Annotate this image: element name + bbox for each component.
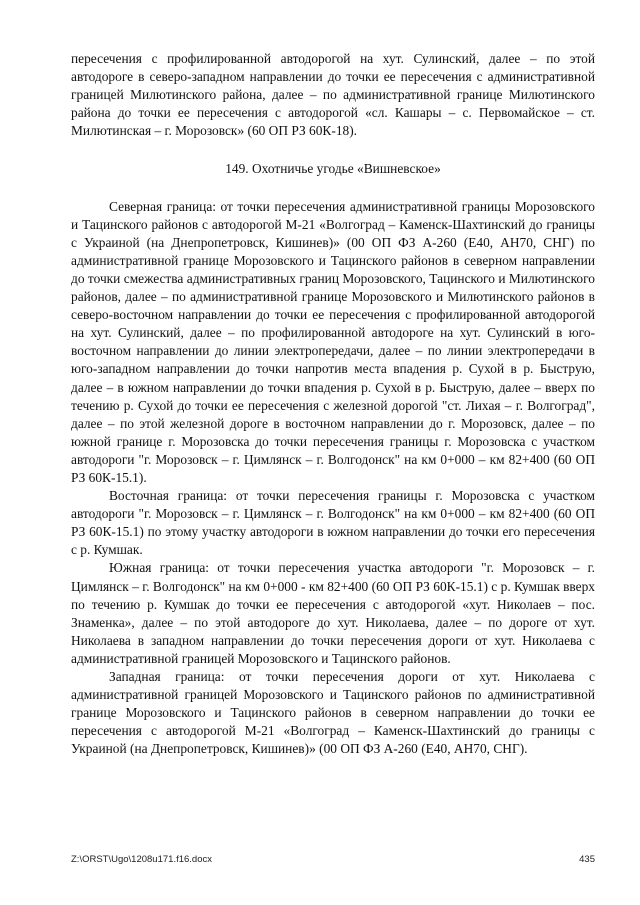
footer-file-path: Z:\ORST\Ugo\1208u171.f16.docx	[71, 854, 212, 865]
south-border-paragraph: Южная граница: от точки пересечения участка автодороги "г. Морозовск – г. Цимлянск – г. Волгодонск" на км 0+000 - км 82+400 (60 ОП РЗ 60К-15.1) с р. Кумшак вверх по течению р. Кумшак до точки ее пересечения с автодорогой «хут. Николаев – пос. Знаменка», далее – по этой автодороге до хут. Николаева, далее – по дороге от хут. Николаева в западном направлении до точки пересечения дороги от хут. Николаева с административной границей Морозовского и Тацинского районов.	[71, 560, 595, 666]
north-border-paragraph: Северная граница: от точки пересечения административной границы Морозовского и Тацинского районов с автодорогой М-21 «Волгоград – Каменск-Шахтинский до границы с Украиной (на Днепропетровск, Кишинев)» (00 ОП ФЗ А-260 (Е40, АН70, СНГ) по административной границе Морозовского и Тацинского районов в северном направлении до точки смежества административных границ Морозовского, Тацинского и Милютинского районов, далее – по административной границе Морозовского и Милютинского районов в северо-восточном направлении до точки ее пересечения с профилированной автодорогой на хут. Сулинский, далее – по профилированной автодороге на хут. Сулинский в юго-восточном направлении до линии электропередачи, далее – по линии электропередачи в юго-западном направлении до точки напротив места впадения р. Сухой в р. Быструю, далее – в южном направлении до точки впадения р. Сухой в р. Быструю, далее – вверх по течению р. Сухой до точки ее пересечения с железной дорогой "ст. Лихая – г. Волгоград", далее – по этой железной дороге в восточном направлении до г. Морозовск, далее – по южной границе г. Морозовска до точки пересечения границы г. Морозовска с участком автодороги "г. Морозовск – г. Цимлянск – г. Волгодонск" на км 0+000 – км 82+400 (60 ОП РЗ 60К-15.1).	[71, 198, 595, 485]
intro-paragraph: пересечения с профилированной автодорогой на хут. Сулинский, далее – по этой автодороге в северо-западном направлении до точки ее пересечения с административной границей Милютинского района, далее – по административной границе Милютинского района до точки ее пересечения с автодорогой «сл. Кашары – с. Первомайское – ст. Милютинская – г. Морозовск» (60 ОП РЗ 60К-18).	[71, 51, 595, 139]
east-border-paragraph: Восточная граница: от точки пересечения границы г. Морозовска с участком автодороги "г. Морозовск – г. Цимлянск – г. Волгодонск" на км 0+000 – км 82+400 (60 ОП РЗ 60К-15.1) по этому участку автодороги в южном направлении до точки его пересечения с р. Кумшак.	[71, 488, 595, 558]
document-body	[71, 50, 595, 758]
section-heading: 149. Охотничье угодье «Вишневское»	[225, 161, 441, 177]
west-border-paragraph: Западная граница: от точки пересечения дороги от хут. Николаева с административной границей Морозовского и Тацинского районов по административной границе Морозовского и Тацинского районов в северном направлении до точки ее пересечения с автодорогой М-21 «Волгоград – Каменск-Шахтинский до границы с Украиной (на Днепропетровск, Кишинев)» (00 ОП ФЗ А-260 (Е40, АН70, СНГ).	[71, 669, 595, 757]
footer-page-number: 435	[579, 854, 595, 865]
